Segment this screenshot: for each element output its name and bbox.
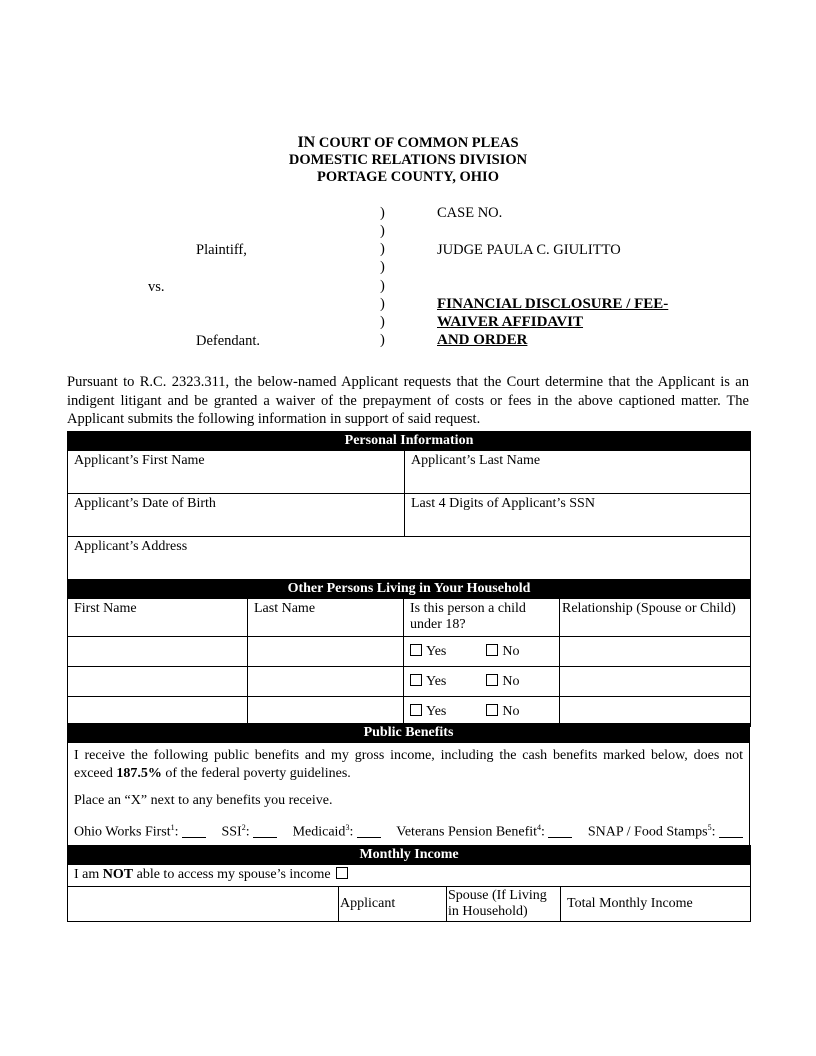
benefits-body: [68, 743, 750, 849]
column-header: Relationship (Spouse or Child): [560, 599, 751, 637]
column-header: First Name: [68, 599, 248, 637]
household-last-name-cell[interactable]: [248, 697, 404, 727]
caption-paren: ): [380, 241, 385, 257]
document-title-line3: AND ORDER: [437, 332, 528, 348]
benefits-statement: I receive the following public benefits and my gross income, including the cash benefits marked below, does not exceed 187.5% of the federal poverty guidelines.: [74, 748, 743, 781]
last-name-field[interactable]: [405, 451, 751, 494]
relationship-cell[interactable]: [560, 637, 751, 667]
field-label: Applicant’s First Name: [74, 453, 205, 468]
document-title-line2: WAIVER AFFIDAVIT: [437, 314, 584, 330]
field-label: Applicant’s Address: [74, 539, 188, 554]
caption-paren: ): [380, 259, 385, 275]
yes-checkbox[interactable]: [410, 704, 422, 716]
caption-paren: ): [380, 296, 385, 312]
household-last-name-cell[interactable]: [248, 637, 404, 667]
judge-name: JUDGE PAULA C. GIULITTO: [437, 242, 621, 258]
document-title-line1: FINANCIAL DISCLOSURE / FEE-: [437, 296, 669, 312]
yes-checkbox[interactable]: [410, 674, 422, 686]
caption-paren: ): [380, 314, 385, 330]
income-label-header: [68, 887, 339, 922]
intro-paragraph: Pursuant to R.C. 2323.311, the below-named Applicant requests that the Court determine that the Applicant is an indigent litigant and be granted a waiver of the prepayment of costs or fees in the above captioned matter. The Applicant submits the following information in support of said request.: [67, 374, 749, 427]
column-header: Spouse (If Living in Household): [447, 887, 561, 922]
section-heading: Personal Information: [68, 432, 751, 451]
first-name-field[interactable]: [68, 451, 405, 494]
no-checkbox[interactable]: [486, 704, 498, 716]
field-label: Last 4 Digits of Applicant’s SSN: [411, 496, 595, 511]
court-header: [0, 134, 816, 186]
benefits-instruction: Place an “X” next to any benefits you receive.: [74, 793, 333, 808]
caption-paren: ): [380, 205, 385, 221]
benefits-list: [74, 819, 743, 842]
address-field[interactable]: [68, 537, 751, 580]
child-yes-no: Yes No: [404, 697, 560, 727]
household-first-name-cell[interactable]: [68, 667, 248, 697]
relationship-cell[interactable]: [560, 667, 751, 697]
child-yes-no: Yes No: [404, 637, 560, 667]
county-name: PORTAGE COUNTY, OHIO: [317, 169, 499, 185]
caption-paren: ): [380, 223, 385, 239]
no-checkbox[interactable]: [486, 674, 498, 686]
benefit-item[interactable]: SSI$^2$:: [221, 819, 277, 842]
household-first-name-cell[interactable]: [68, 637, 248, 667]
household-first-name-cell[interactable]: [68, 697, 248, 727]
benefit-blank[interactable]: [182, 825, 206, 838]
benefit-item[interactable]: Veterans Pension Benefit$^4$:: [396, 819, 572, 842]
no-checkbox[interactable]: [486, 644, 498, 656]
section-heading: Public Benefits: [68, 724, 750, 743]
spouse-income-checkbox[interactable]: [336, 867, 348, 879]
benefit-blank[interactable]: [253, 825, 277, 838]
section-heading: Other Persons Living in Your Household: [68, 580, 751, 599]
field-label: Applicant’s Last Name: [411, 453, 541, 468]
section-heading: Monthly Income: [68, 846, 751, 865]
ssn-field[interactable]: [405, 494, 751, 537]
benefit-blank[interactable]: [357, 825, 381, 838]
defendant-label: Defendant.: [196, 333, 261, 349]
date-of-birth-field[interactable]: [68, 494, 405, 537]
plaintiff-label: Plaintiff,: [196, 242, 247, 258]
monthly-income-table: [67, 845, 751, 922]
child-yes-no: Yes No: [404, 667, 560, 697]
column-header: Total Monthly Income: [561, 887, 751, 922]
division-name: DOMESTIC RELATIONS DIVISION: [288, 152, 528, 168]
column-header: Applicant: [339, 887, 447, 922]
benefit-blank[interactable]: [548, 825, 572, 838]
household-table: [67, 579, 751, 727]
court-name: IN COURT OF COMMON PLEAS: [297, 134, 519, 151]
personal-information-table: [67, 431, 751, 580]
household-last-name-cell[interactable]: [248, 667, 404, 697]
spouse-income-row: I am NOT able to access my spouse’s income: [68, 865, 751, 887]
public-benefits-table: [67, 723, 750, 849]
column-header: Last Name: [248, 599, 404, 637]
caption-paren: ): [380, 278, 385, 294]
benefit-item[interactable]: Ohio Works First$^1$:: [74, 819, 206, 842]
field-label: Applicant’s Date of Birth: [74, 496, 216, 511]
yes-checkbox[interactable]: [410, 644, 422, 656]
benefit-item[interactable]: SNAP / Food Stamps$^5$:: [588, 819, 743, 842]
relationship-cell[interactable]: [560, 697, 751, 727]
case-number-label: CASE NO.: [437, 205, 503, 221]
benefit-blank[interactable]: [719, 825, 743, 838]
benefit-item[interactable]: Medicaid$^3$:: [293, 819, 381, 842]
column-header: Is this person a child under 18?: [404, 599, 560, 637]
caption-paren: ): [380, 332, 385, 348]
vs-label: vs.: [148, 279, 165, 295]
